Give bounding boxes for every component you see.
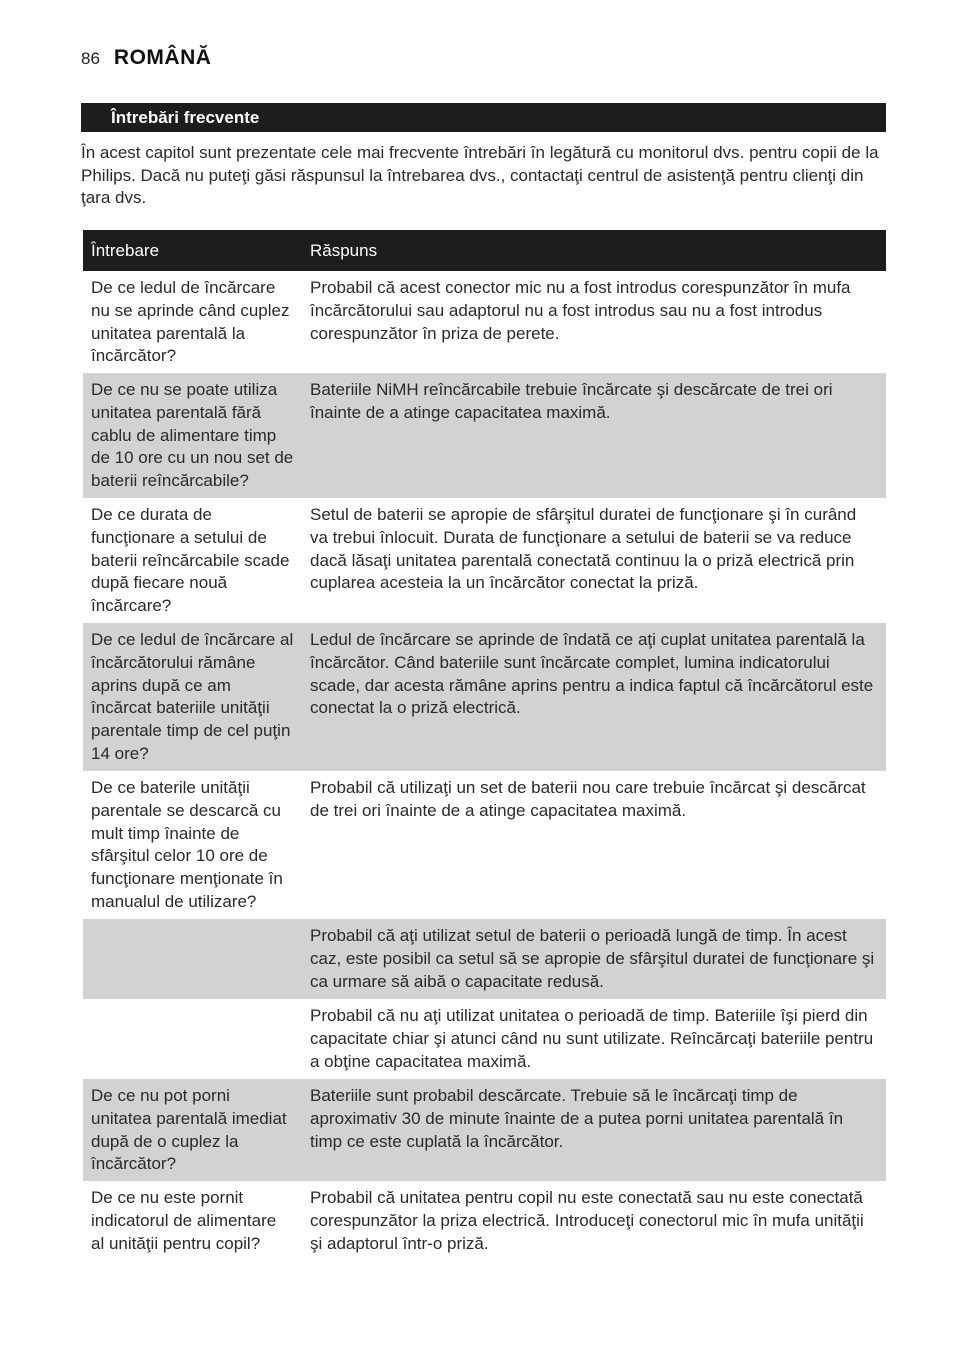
language-title: ROMÂNĂ bbox=[113, 46, 212, 69]
question-cell: De ce nu se poate utiliza unitatea parentală fără cablu de alimentare timp de 10 ore cu un nou set de baterii reîncărcabile? bbox=[91, 380, 294, 491]
answer-cell: Bateriile sunt probabil descărcate. Trebuie să le încărcaţi timp de aproximativ 30 de minute înainte de a putea porni unitatea parentală în timp ce este cuplată la încărcător. bbox=[310, 1086, 844, 1151]
section-title: Întrebări frecvente bbox=[81, 103, 886, 132]
table-row bbox=[83, 271, 886, 373]
question-cell bbox=[83, 919, 302, 999]
table-row bbox=[83, 1181, 886, 1271]
column-header-answer: Răspuns bbox=[310, 240, 378, 260]
table-row bbox=[83, 999, 886, 1079]
answer-cell: Probabil că utilizaţi un set de baterii nou care trebuie încărcat şi descărcat de trei ori înainte de a atinge capacitatea maximă. bbox=[310, 778, 866, 820]
column-header-question: Întrebare bbox=[91, 240, 160, 260]
table-row bbox=[83, 623, 886, 771]
table-row bbox=[83, 498, 886, 623]
answer-cell: Probabil că unitatea pentru copil nu este conectată sau nu este conectată corespunzător la priza electrică. Introduceţi conectorul mic în mufa unităţii şi adaptorul într-o priză. bbox=[310, 1188, 864, 1253]
intro-paragraph: În acest capitol sunt prezentate cele mai frecvente întrebări în legătură cu monitorul dvs. pentru copii de la Philips. Dacă nu puteţi găsi răspunsul la întrebarea dvs., contactaţi centrul de asistenţă pentru clienţi din ţara dvs. bbox=[81, 143, 879, 207]
question-cell: De ce baterile unităţii parentale se descarcă cu mult timp înainte de sfârşitul celor 10 ore de funcţionare menţionate în manualul de utilizare? bbox=[91, 778, 283, 911]
answer-cell: Probabil că aţi utilizat setul de baterii o perioadă lungă de timp. În acest caz, este posibil ca setul să se apropie de sfârşitul duratei de funcţionare şi ca urmare să aibă o capacitate redusă. bbox=[310, 926, 875, 991]
question-cell: De ce nu este pornit indicatorul de alimentare al unităţii pentru copil? bbox=[91, 1188, 277, 1253]
answer-cell: Setul de baterii se apropie de sfârşitul duratei de funcţionare şi în curând va trebui înlocuit. Durata de funcţionare a setului de baterii se va reduce dacă lăsaţi unitatea parentală conectată continuu la o priză electrică prin cuplarea acesteia la un încărcător conectat la priză. bbox=[310, 505, 857, 593]
table-row bbox=[83, 771, 886, 919]
faq-table bbox=[83, 230, 886, 1271]
table-row bbox=[83, 1079, 886, 1181]
question-cell: De ce ledul de încărcare al încărcătorului rămâne aprins după ce am încărcat bateriile unităţii parentale timp de cel puţin 14 ore? bbox=[91, 630, 294, 763]
question-cell: De ce ledul de încărcare nu se aprinde când cuplez unitatea parentală la încărcător? bbox=[91, 278, 290, 366]
page-header bbox=[81, 46, 211, 76]
page-number: 86 bbox=[81, 49, 100, 68]
question-cell: De ce nu pot porni unitatea parentală imediat după de o cuplez la încărcător? bbox=[91, 1086, 287, 1174]
table-row bbox=[83, 373, 886, 498]
question-cell: De ce durata de funcţionare a setului de baterii reîncărcabile scade după fiecare nouă încărcare? bbox=[91, 505, 290, 616]
table-row bbox=[83, 919, 886, 999]
answer-cell: Ledul de încărcare se aprinde de îndată ce aţi cuplat unitatea parentală la încărcător. Când bateriile sunt încărcate complet, lumina indicatorului scade, dar acesta rămâne aprins pentru a indica faptul că încărcătorul este conectat la o priză electrică. bbox=[310, 630, 874, 718]
answer-cell: Probabil că acest conector mic nu a fost introdus corespunzător în mufa încărcătorului sau adaptorul nu a fost introdus sau nu a fost introdus corespunzător în priza de perete. bbox=[310, 278, 851, 343]
answer-cell: Probabil că nu aţi utilizat unitatea o perioadă de timp. Bateriile îşi pierd din capacitate chiar şi atunci când nu sunt utilizate. Reîncărcaţi bateriile pentru a obţine capacitatea maximă. bbox=[310, 1006, 874, 1071]
table-header bbox=[83, 230, 886, 271]
answer-cell: Bateriile NiMH reîncărcabile trebuie încărcate şi descărcate de trei ori înainte de a atinge capacitatea maximă. bbox=[310, 380, 833, 422]
question-cell bbox=[83, 999, 302, 1079]
